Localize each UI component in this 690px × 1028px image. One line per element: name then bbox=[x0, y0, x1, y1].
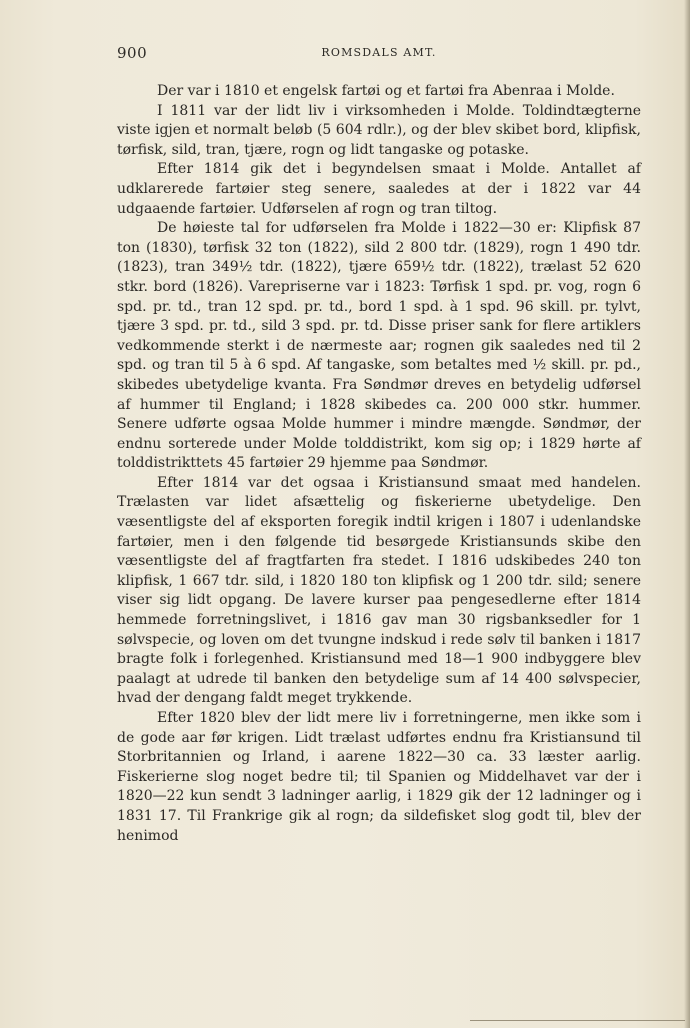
bottom-rule bbox=[470, 1020, 685, 1021]
running-title: ROMSDALS AMT. bbox=[321, 46, 437, 59]
page-number: 900 bbox=[117, 44, 148, 62]
page-edge-shadow bbox=[684, 0, 690, 1028]
body-text bbox=[117, 82, 641, 846]
paragraph: Efter 1814 gik det i begyndelsen smaat i Molde. Antallet af udklarerede fartøier steg senere, saaledes at der i 1822 var 44 udgaaende fartøier. Udførselen af rogn og tran tiltog. bbox=[117, 161, 641, 217]
paragraph: I 1811 var der lidt liv i virksomheden i Molde. Toldindtægterne viste igjen et normalt beløb (5 604 rdlr.), og der blev skibet bord, klipfisk, tørfisk, sild, tran, tjære, rogn og lidt tangaske og potaske. bbox=[117, 102, 641, 158]
paragraph: Der var i 1810 et engelsk fartøi og et fartøi fra Abenraa i Molde. bbox=[157, 83, 615, 99]
paragraph: De høieste tal for udførselen fra Molde i 1822—30 er: Klipfisk 87 ton (1830), tørfisk 32 ton (1822), sild 2 800 tdr. (1829), rogn 1 490 tdr. (1823), tran 349½ tdr. (1822), tjære 659½ tdr. (1822), trælast 52 620 stkr. bord (1826). Varepriserne var i 1823: Tørfisk 1 spd. pr. vog, rogn 6 spd. pr. td., tran 12 spd. pr. td., bord 1 spd. à 1 spd. 96 skill. pr. tylvt, tjære 3 spd. pr. td., sild 3 spd. pr. td. Disse priser sank for flere artiklers vedkommende sterkt i de nærmeste aar; rognen gik saaledes ned til 2 spd. og tran til 5 à 6 spd. Af tangaske, som betaltes med ½ skill. pr. pd., skibedes ubetydelige kvanta. Fra Søndmør dreves en betydelig udførsel af hummer til England; i 1828 skibedes ca. 200 000 stkr. hummer. Senere udførte ogsaa Molde hummer i mindre mængde. Søndmør, der endnu sorterede under Molde tolddistrikt, kom sig op; i 1829 hørte af tolddistrikttets 45 fartøier 29 hjemme paa Søndmør. bbox=[117, 220, 641, 472]
paragraph: Efter 1814 var det ogsaa i Kristiansund smaat med handelen. Trælasten var lidet afsættelig og fiskerierne ubetydelige. Den væsentligste del af eksporten foregik indtil krigen i 1807 i udenlandske fartøier, men i den følgende tid besørgede Kristiansunds skibe den væsentligste del af fragtfarten fra stedet. I 1816 udskibedes 240 ton klipfisk, 1 667 tdr. sild, i 1820 180 ton klipfisk og 1 200 tdr. sild; senere viser sig lidt opgang. De lavere kurser paa pengesedlerne efter 1814 hemmede forretningslivet, i 1816 gav man 30 rigsbanksedler for 1 sølvspecie, og loven om det tvungne indskud i rede sølv til banken i 1817 bragte folk i forlegenhed. Kristiansund med 18—1 900 indbyggere blev paalagt at udrede til banken den betydelige sum af 14 400 sølvspecier, hvad der dengang faldt meget trykkende. bbox=[117, 474, 641, 707]
page-header bbox=[117, 44, 641, 64]
paragraph: Efter 1820 blev der lidt mere liv i forretningerne, men ikke som i de gode aar før krigen. Lidt trælast udførtes endnu fra Kristiansund til Storbritannien og Irland, i aarene 1822—30 ca. 33 læster aarlig. Fiskerierne slog noget bedre til; til Spanien og Middelhavet var der i 1820—22 kun sendt 3 ladninger aarlig, i 1829 gik der 12 ladninger og i 1831 17. Til Frankrige gik al rogn; da sildefisket slog godt til, blev der henimod bbox=[117, 710, 641, 844]
